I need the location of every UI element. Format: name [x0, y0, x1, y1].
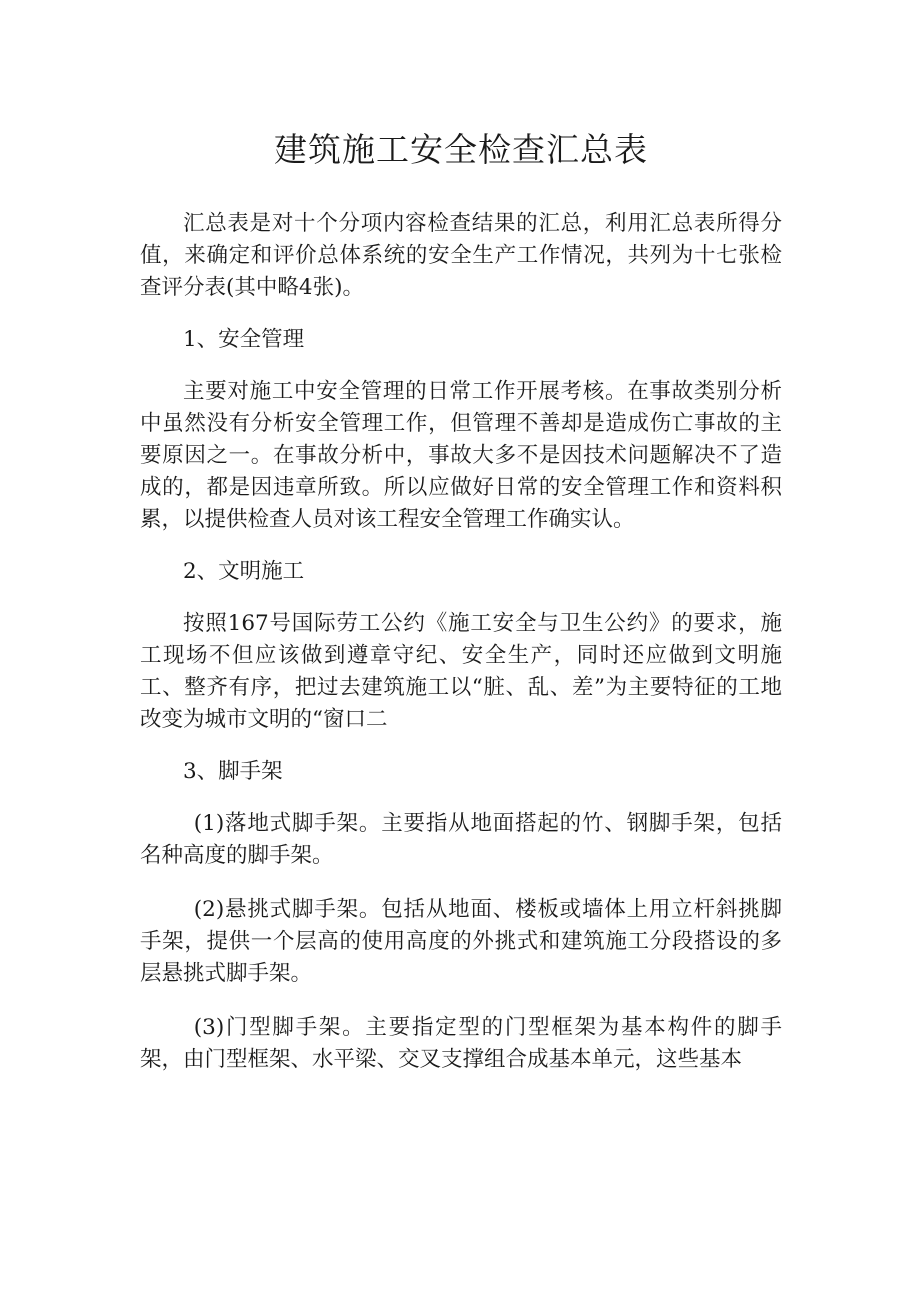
intro-paragraph: 汇总表是对十个分项内容检查结果的汇总，利用汇总表所得分值，来确定和评价总体系统的安全生产工作情况，共列为十七张检查评分表(其中略4张)。: [140, 211, 782, 300]
section-heading-scaffolding: 3、脚手架: [183, 759, 283, 784]
section-heading-civilized-construction: 2、文明施工: [183, 559, 305, 584]
scaffolding-item-3: (3)门型脚手架。主要指定型的门型框架为基本构件的脚手架，由门型框架、水平梁、交叉支撑组合成基本单元，这些基本: [140, 1015, 782, 1072]
scaffolding-item-1: (1)落地式脚手架。主要指从地面搭起的竹、钢脚手架，包括名种高度的脚手架。: [140, 811, 782, 868]
document-title: 建筑施工安全检查汇总表: [274, 130, 648, 169]
civilized-construction-paragraph: 按照167号国际劳工公约《施工安全与卫生公约》的要求，施工现场不但应该做到遵章守纪、安全生产，同时还应做到文明施工、整齐有序，把过去建筑施工以“脏、乱、差”为主要特征的工地改变为城市文明的“窗口二: [140, 611, 782, 732]
safety-management-paragraph: 主要对施工中安全管理的日常工作开展考核。在事故类别分析中虽然没有分析安全管理工作，但管理不善却是造成伤亡事故的主要原因之一。在事故分析中，事故大多不是因技术问题解决不了造成的，都是因违章所致。所以应做好日常的安全管理工作和资料积累，以提供检查人员对该工程安全管理工作确实认。: [140, 379, 782, 532]
section-heading-safety-management: 1、安全管理: [183, 327, 305, 352]
scaffolding-item-2: (2)悬挑式脚手架。包括从地面、楼板或墙体上用立杆斜挑脚手架，提供一个层高的使用高度的外挑式和建筑施工分段搭设的多层悬挑式脚手架。: [140, 897, 782, 986]
document-page: [140, 126, 782, 1076]
